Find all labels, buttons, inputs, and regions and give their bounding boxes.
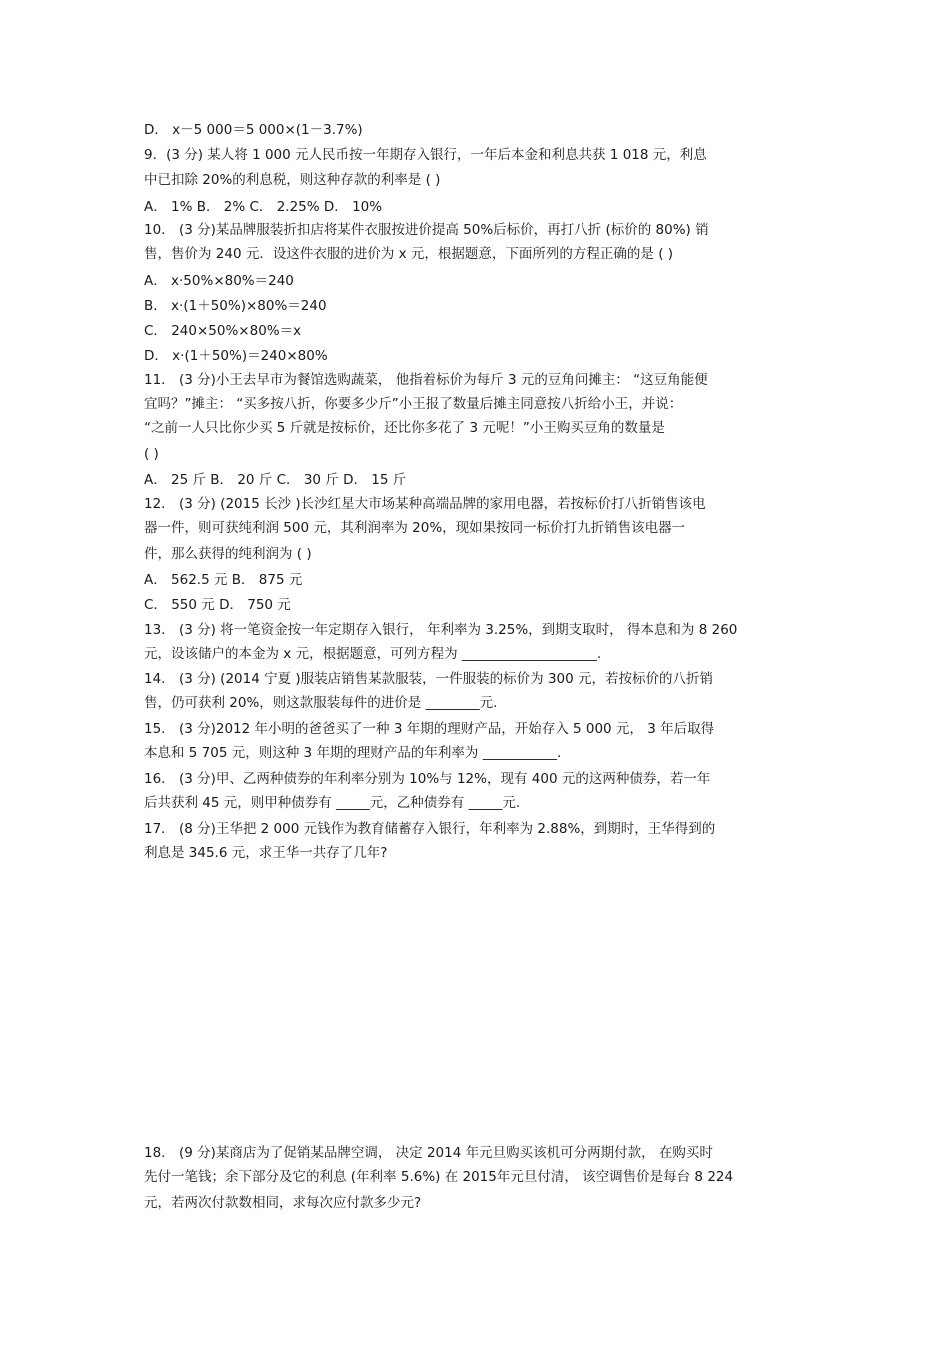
question-13-line-1: 13． (3 分) 将一笔资金按一年定期存入银行， 年利率为 3.25%，到期支取时， 得本息和为 8 260 (144, 622, 738, 638)
question-15-line-1: 15． (3 分)2012 年小明的爸爸买了一种 3 年期的理财产品，开始存入 5 000 元， 3 年后取得 (144, 721, 715, 737)
question-10-line-1: 10． (3 分)某品牌服装折扣店将某件衣服按进价提高 50%后标价，再打八折 (标价的 80%) 销 (144, 222, 709, 238)
question-10-option-b: B． x·(1＋50%)×80%＝240 (144, 298, 327, 314)
question-17-line-1: 17． (8 分)王华把 2 000 元钱作为教育储蓄存入银行，年利率为 2.88%，到期时，王华得到的 (144, 821, 716, 837)
question-10-line-2: 售，售价为 240 元．设这件衣服的进价为 x 元，根据题意，下面所列的方程正确的是 ( ) (144, 246, 674, 262)
question-17-line-2: 利息是 345.6 元，求王华一共存了几年? (144, 845, 388, 861)
question-18-line-1: 18． (9 分)某商店为了促销某品牌空调， 决定 2014 年元旦购买该机可分两期付款， 在购买时 (144, 1145, 713, 1161)
option-d-prev: D． x－5 000＝5 000×(1－3.7%) (144, 122, 363, 138)
question-14-line-2: 售，仍可获利 20%，则这款服装每件的进价是 ________元. (144, 695, 498, 711)
question-16-line-1: 16． (3 分)甲、乙两种债券的年利率分别为 10%与 12%，现有 400 元的这两种债券，若一年 (144, 771, 711, 787)
question-11-line-3: “之前一人只比你少买 5 斤就是按标价，还比你多花了 3 元呢！”小王购买豆角的数量是 (144, 420, 665, 436)
question-11-line-2: 宜吗？”摊主： “买多按八折，你要多少斤”小王报了数量后摊主同意按八折给小王，并说： (144, 396, 683, 412)
question-18-line-3: 元，若两次付款数相同，求每次应付款多少元? (144, 1195, 422, 1211)
question-10-option-a: A． x·50%×80%＝240 (144, 273, 294, 289)
question-12-line-1: 12． (3 分) (2015 长沙 )长沙红星大市场某种高端品牌的家用电器，若按标价打八折销售该电 (144, 496, 706, 512)
question-11-line-4: ( ) (144, 446, 159, 462)
question-10-option-d: D． x·(1＋50%)＝240×80% (144, 348, 328, 364)
question-12-line-2: 器一件，则可获纯利润 500 元，其利润率为 20%，现如果按同一标价打九折销售该电器一 (144, 520, 686, 536)
question-16-line-2: 后共获利 45 元，则甲种债券有 _____元，乙种债券有 _____元. (144, 795, 521, 811)
question-14-line-1: 14． (3 分) (2014 宁夏 )服装店销售某款服装，一件服装的标价为 300 元，若按标价的八折销 (144, 671, 713, 687)
question-13-line-2: 元，设该储户的本金为 x 元，根据题意，可列方程为 ____________________. (144, 646, 602, 662)
question-12-line-3: 件，那么获得的纯利润为 ( ) (144, 546, 312, 562)
question-15-line-2: 本息和 5 705 元，则这种 3 年期的理财产品的年利率为 ___________. (144, 745, 562, 761)
question-11-line-1: 11． (3 分)小王去早市为餐馆选购蔬菜， 他指着标价为每斤 3 元的豆角问摊主： “这豆角能便 (144, 372, 708, 388)
question-11-options: A． 25 斤 B． 20 斤 C． 30 斤 D． 15 斤 (144, 472, 407, 488)
question-12-options-ab: A． 562.5 元 B． 875 元 (144, 572, 303, 588)
question-9-line-2: 中已扣除 20%的利息税，则这种存款的利率是 ( ) (144, 172, 441, 188)
question-12-options-cd: C． 550 元 D． 750 元 (144, 597, 291, 613)
question-9-line-1: 9．(3 分) 某人将 1 000 元人民币按一年期存入银行，一年后本金和利息共获 1 018 元，利息 (144, 147, 707, 163)
question-10-option-c: C． 240×50%×80%＝x (144, 323, 302, 339)
question-18-line-2: 先付一笔钱；余下部分及它的利息 (年利率 5.6%) 在 2015年元旦付清， 该空调售价是每台 8 224 (144, 1169, 734, 1185)
question-9-options: A． 1% B． 2% C． 2.25% D． 10% (144, 199, 383, 215)
